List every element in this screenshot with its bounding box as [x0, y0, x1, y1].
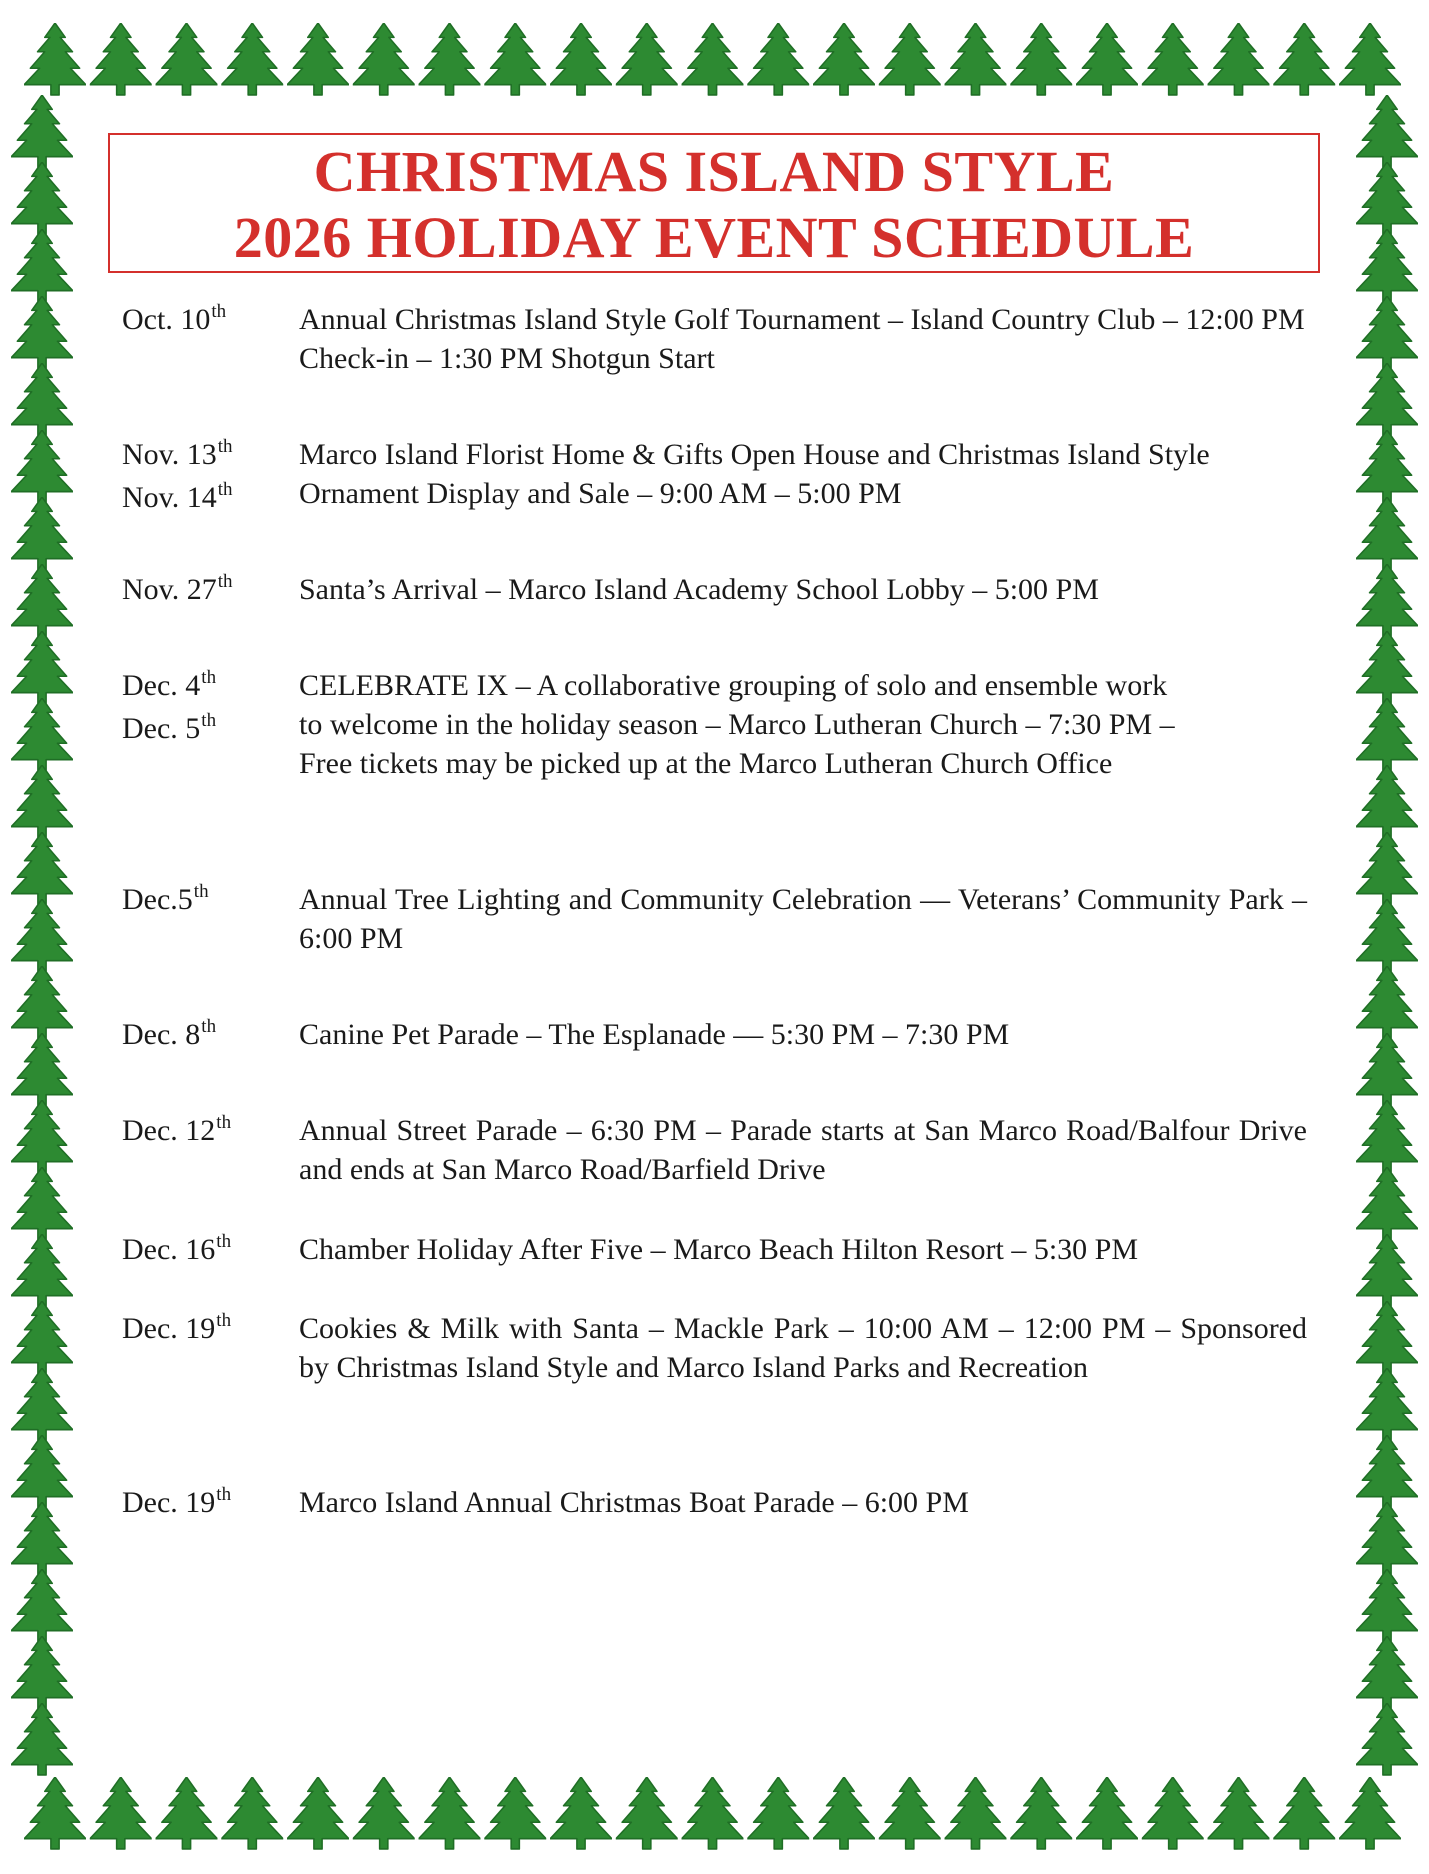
christmas-tree-icon — [11, 95, 73, 167]
christmas-tree-icon — [1356, 1502, 1418, 1574]
title-line-2: 2026 HOLIDAY EVENT SCHEDULE — [233, 205, 1195, 270]
christmas-tree-icon — [1208, 1777, 1270, 1849]
christmas-tree-icon — [287, 1777, 349, 1849]
christmas-tree-icon — [1356, 966, 1418, 1038]
event-description: Santa’s Arrival – Marco Island Academy School Lobby – 5:00 PM — [299, 573, 1099, 606]
event-row — [122, 1015, 1307, 1058]
christmas-tree-icon — [1356, 1636, 1418, 1708]
event-description: Cookies & Milk with Santa – Mackle Park – 10:00 AM – 12:00 PM – Sponsored by Christmas Island Style and Marco Island Parks and Recreation — [299, 1312, 1307, 1384]
event-row — [122, 300, 1307, 378]
event-description: Annual Christmas Island Style Golf Tournament – Island Country Club – 12:00 PM Check-in – 1:30 PM Shotgun Start — [299, 303, 1305, 375]
christmas-tree-icon — [813, 1777, 875, 1849]
christmas-tree-icon — [11, 564, 73, 636]
event-description: Chamber Holiday After Five – Marco Beach Hilton Resort – 5:30 PM — [299, 1233, 1139, 1266]
christmas-tree-icon — [879, 1777, 941, 1849]
christmas-tree-icon — [682, 23, 744, 95]
event-row — [122, 1230, 1307, 1273]
event-description: Annual Tree Lighting and Community Celebration — Veterans’ Community Park – 6:00 PM — [299, 883, 1307, 955]
christmas-tree-icon — [11, 832, 73, 904]
christmas-tree-icon — [1356, 1234, 1418, 1306]
event-row — [122, 666, 1307, 783]
christmas-tree-icon — [11, 899, 73, 971]
christmas-tree-icon — [419, 1777, 481, 1849]
christmas-tree-icon — [1339, 23, 1401, 95]
event-row — [122, 1483, 1307, 1526]
christmas-tree-icon — [1356, 1368, 1418, 1440]
christmas-tree-icon — [1076, 23, 1138, 95]
christmas-tree-icon — [945, 23, 1007, 95]
christmas-tree-icon — [945, 1777, 1007, 1849]
christmas-tree-icon — [11, 1301, 73, 1373]
christmas-tree-icon — [11, 1435, 73, 1507]
event-description: Marco Island Annual Christmas Boat Parade – 6:00 PM — [299, 1486, 969, 1519]
christmas-tree-icon — [1010, 23, 1072, 95]
christmas-tree-icon — [11, 363, 73, 435]
christmas-tree-icon — [11, 497, 73, 569]
christmas-tree-icon — [11, 1167, 73, 1239]
christmas-tree-icon — [879, 23, 941, 95]
christmas-tree-icon — [24, 23, 86, 95]
christmas-tree-icon — [1356, 162, 1418, 234]
christmas-tree-icon — [11, 966, 73, 1038]
christmas-tree-icon — [11, 765, 73, 837]
title-box — [108, 133, 1320, 273]
christmas-tree-icon — [11, 631, 73, 703]
event-date: Dec. 16th — [122, 1231, 232, 1266]
christmas-tree-icon — [747, 23, 809, 95]
title-line-1: CHRISTMAS ISLAND STYLE — [313, 139, 1115, 204]
christmas-tree-icon — [1273, 1777, 1335, 1849]
christmas-tree-icon — [484, 1777, 546, 1849]
event-date: Dec.5th — [122, 881, 209, 916]
christmas-tree-icon — [1356, 832, 1418, 904]
christmas-tree-icon — [550, 1777, 612, 1849]
christmas-tree-icon — [11, 1368, 73, 1440]
christmas-tree-icon — [1273, 23, 1335, 95]
christmas-tree-icon — [221, 23, 283, 95]
christmas-tree-icon — [1010, 1777, 1072, 1849]
christmas-tree-icon — [1356, 765, 1418, 837]
christmas-tree-icon — [1356, 1435, 1418, 1507]
christmas-tree-icon — [1356, 1703, 1418, 1775]
event-date: Dec. 5th — [122, 710, 217, 745]
christmas-tree-icon — [11, 229, 73, 301]
event-date: Dec. 12th — [122, 1112, 232, 1147]
christmas-tree-icon — [1356, 363, 1418, 435]
christmas-tree-icon — [1356, 698, 1418, 770]
christmas-tree-icon — [682, 1777, 744, 1849]
christmas-tree-icon — [1356, 296, 1418, 368]
christmas-tree-icon — [1356, 497, 1418, 569]
christmas-tree-icon — [1356, 631, 1418, 703]
christmas-tree-icon — [1356, 1033, 1418, 1105]
christmas-tree-icon — [287, 23, 349, 95]
event-description: CELEBRATE IX – A collaborative grouping of solo and ensemble work to welcome in the holiday season – Marco Lutheran Church – 7:30 PM – Free tickets may be picked up at the Marco Lutheran Church Office — [299, 669, 1175, 780]
christmas-tree-icon — [221, 1777, 283, 1849]
christmas-tree-icon — [1142, 1777, 1204, 1849]
event-row — [122, 1111, 1307, 1189]
christmas-tree-icon — [616, 1777, 678, 1849]
christmas-tree-icon — [747, 1777, 809, 1849]
christmas-tree-icon — [156, 23, 218, 95]
christmas-tree-icon — [1208, 23, 1270, 95]
event-date: Oct. 10th — [122, 301, 227, 336]
christmas-tree-icon — [11, 1569, 73, 1641]
event-row — [122, 880, 1307, 958]
event-date: Nov. 14th — [122, 479, 233, 514]
event-row — [122, 570, 1307, 613]
event-date: Dec. 19th — [122, 1310, 232, 1345]
christmas-tree-icon — [1356, 430, 1418, 502]
christmas-tree-icon — [11, 162, 73, 234]
christmas-tree-icon — [1339, 1777, 1401, 1849]
christmas-tree-icon — [1356, 95, 1418, 167]
christmas-tree-icon — [1356, 1167, 1418, 1239]
event-description: Marco Island Florist Home & Gifts Open House and Christmas Island Style Ornament Display and Sale – 9:00 AM – 5:00 PM — [299, 438, 1210, 510]
christmas-tree-icon — [11, 296, 73, 368]
christmas-tree-icon — [353, 1777, 415, 1849]
event-description: Annual Street Parade – 6:30 PM – Parade starts at San Marco Road/Balfour Drive and ends at San Marco Road/Barfield Drive — [299, 1114, 1307, 1186]
christmas-tree-icon — [550, 23, 612, 95]
christmas-tree-icon — [11, 430, 73, 502]
christmas-tree-icon — [1356, 899, 1418, 971]
christmas-tree-icon — [90, 23, 152, 95]
event-description: Canine Pet Parade – The Esplanade — 5:30 PM – 7:30 PM — [299, 1018, 1010, 1051]
christmas-tree-icon — [24, 1777, 86, 1849]
christmas-tree-icon — [1356, 1301, 1418, 1373]
christmas-tree-icon — [11, 1703, 73, 1775]
christmas-tree-icon — [419, 23, 481, 95]
event-date: Dec. 8th — [122, 1016, 217, 1051]
event-row — [122, 1309, 1307, 1387]
christmas-tree-icon — [1076, 1777, 1138, 1849]
christmas-tree-icon — [484, 23, 546, 95]
event-date: Dec. 4th — [122, 667, 217, 702]
christmas-tree-icon — [1142, 23, 1204, 95]
event-date: Nov. 13th — [122, 436, 233, 471]
christmas-tree-icon — [11, 1100, 73, 1172]
christmas-tree-icon — [11, 698, 73, 770]
christmas-tree-icon — [156, 1777, 218, 1849]
christmas-tree-icon — [90, 1777, 152, 1849]
christmas-tree-icon — [616, 23, 678, 95]
christmas-tree-icon — [11, 1033, 73, 1105]
christmas-tree-icon — [11, 1636, 73, 1708]
christmas-tree-icon — [1356, 564, 1418, 636]
christmas-tree-icon — [813, 23, 875, 95]
event-row — [122, 435, 1307, 521]
event-date: Nov. 27th — [122, 571, 233, 606]
christmas-tree-icon — [353, 23, 415, 95]
christmas-tree-icon — [1356, 1569, 1418, 1641]
christmas-tree-icon — [1356, 229, 1418, 301]
christmas-tree-icon — [11, 1234, 73, 1306]
christmas-tree-icon — [1356, 1100, 1418, 1172]
christmas-tree-icon — [11, 1502, 73, 1574]
event-date: Dec. 19th — [122, 1484, 232, 1519]
